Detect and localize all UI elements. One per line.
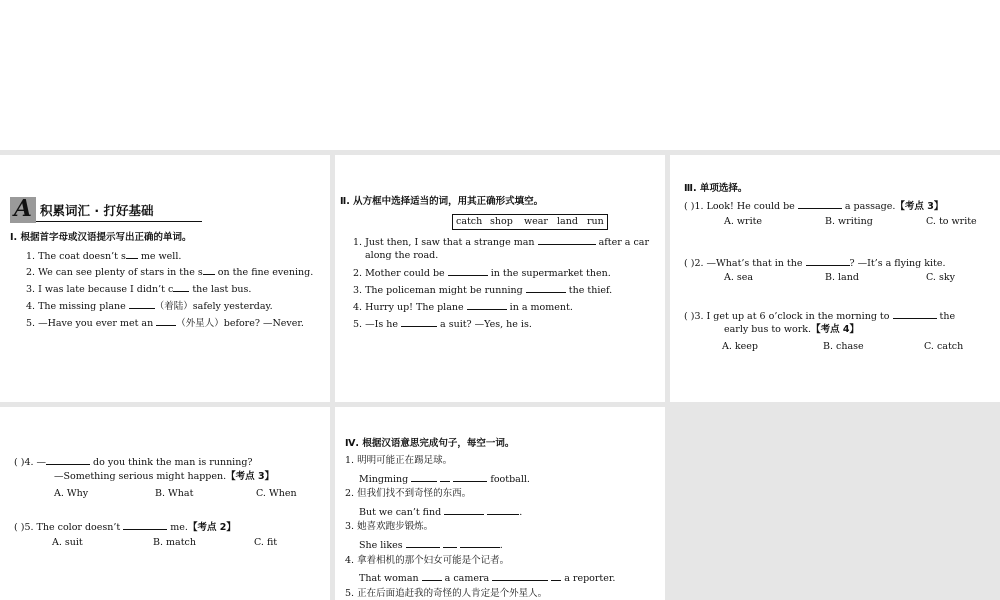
exam-point-tag: 【考点 3】	[895, 201, 944, 212]
option-c: C. sky	[926, 272, 955, 283]
answer-blank[interactable]	[492, 571, 548, 581]
part4-item-3-cn: 3. 她喜欢跑步锻炼。	[345, 521, 434, 532]
answer-blank[interactable]	[173, 282, 189, 292]
part1-item-5: 5. —Have you ever met an （外星人）before? —Never.	[26, 318, 304, 329]
answer-blank[interactable]	[806, 256, 850, 266]
answer-blank[interactable]	[440, 472, 450, 482]
part4-item-5-cn: 5. 正在后面追赶我的奇怪的人肯定是个外星人。	[345, 588, 548, 599]
part4-heading: Ⅳ. 根据汉语意思完成句子，每空一词。	[345, 438, 515, 449]
option-b: B. land	[825, 272, 859, 283]
word-box-item: land	[557, 216, 578, 227]
part1-item-3: 3. I was late because I didn’t c the last bus.	[26, 284, 252, 295]
answer-blank[interactable]	[443, 538, 457, 548]
option-b: B. chase	[823, 341, 864, 352]
answer-blank[interactable]	[453, 472, 487, 482]
part3-question-1: ( )1. Look! He could be a passage.【考点 3】	[684, 201, 944, 212]
option-c: C. fit	[254, 537, 278, 548]
word-box-item: catch	[456, 216, 483, 227]
answer-blank[interactable]	[129, 299, 155, 309]
word-box-item: shop	[490, 216, 513, 227]
answer-blank[interactable]	[467, 300, 507, 310]
option-a: A. suit	[52, 537, 83, 548]
part4-item-1-en: Mingming football.	[359, 474, 530, 485]
part2-item-1: 1. Just then, I saw that a strange man after a car	[353, 237, 649, 248]
part4-item-4-cn: 4. 拿着相机的那个妇女可能是个记者。	[345, 555, 510, 566]
answer-blank[interactable]	[893, 309, 937, 319]
answer-blank[interactable]	[156, 316, 176, 326]
answer-paren[interactable]: ( )	[14, 457, 25, 468]
part2-heading: Ⅱ. 从方框中选择适当的词，用其正确形式填空。	[340, 196, 544, 207]
answer-paren[interactable]: ( )	[684, 258, 695, 269]
part2-item-5: 5. —Is he a suit? —Yes, he is.	[353, 319, 532, 330]
answer-blank[interactable]	[798, 199, 842, 209]
option-a: A. sea	[724, 272, 754, 283]
answer-blank[interactable]	[526, 283, 566, 293]
answer-blank[interactable]	[411, 472, 437, 482]
answer-blank[interactable]	[123, 520, 167, 530]
answer-blank[interactable]	[126, 249, 138, 259]
section-a-letter: A	[14, 195, 32, 222]
part4-item-2-en: But we can’t find .	[359, 507, 523, 518]
answer-blank[interactable]	[460, 538, 500, 548]
option-b: B. What	[155, 488, 194, 499]
exam-point-tag: 【考点 4】	[811, 324, 859, 335]
answer-blank[interactable]	[538, 235, 596, 245]
answer-blank[interactable]	[551, 571, 561, 581]
empty-panel	[670, 407, 1000, 600]
answer-blank[interactable]	[444, 505, 484, 515]
answer-blank[interactable]	[422, 571, 442, 581]
section-a-underline	[36, 221, 202, 222]
part1-item-2: 2. We can see plenty of stars in the s on the fine evening.	[26, 267, 314, 278]
part3-question-4-cont: —Something serious might happen.【考点 3】	[54, 471, 275, 482]
option-c: C. catch	[924, 341, 964, 352]
panel-part2	[335, 155, 665, 402]
part3-question-3-cont: early bus to work.【考点 4】	[724, 324, 859, 335]
part4-item-3-en: She likes .	[359, 540, 503, 551]
answer-paren[interactable]: ( )	[14, 522, 25, 533]
word-box	[452, 214, 608, 230]
part3-heading: Ⅲ. 单项选择。	[684, 183, 748, 194]
exam-point-tag: 【考点 3】	[226, 471, 275, 482]
word-box-item: run	[587, 216, 604, 227]
answer-blank[interactable]	[487, 505, 519, 515]
part2-item-2: 2. Mother could be in the supermarket then.	[353, 268, 611, 279]
exam-point-tag: 【考点 2】	[187, 522, 236, 533]
answer-blank[interactable]	[203, 265, 215, 275]
answer-blank[interactable]	[406, 538, 440, 548]
panel-part3-continued	[0, 407, 330, 600]
section-a-title: 积累词汇 · 打好基础	[40, 203, 154, 218]
top-blank-area	[0, 0, 1000, 150]
option-c: C. When	[256, 488, 297, 499]
answer-paren[interactable]: ( )	[684, 201, 695, 212]
part4-item-4-en: That woman a camera a reporter.	[359, 573, 616, 584]
section-a-banner	[10, 197, 202, 223]
word-box-item: wear	[524, 216, 548, 227]
part3-question-3: ( )3. I get up at 6 o’clock in the morning to the	[684, 311, 956, 322]
answer-paren[interactable]: ( )	[684, 311, 695, 322]
part1-heading: Ⅰ. 根据首字母或汉语提示写出正确的单词。	[10, 232, 192, 243]
part3-question-5: ( )5. The color doesn’t me.【考点 2】	[14, 522, 236, 533]
part2-item-3: 3. The policeman might be running the thief.	[353, 285, 613, 296]
option-a: A. write	[724, 216, 763, 227]
part2-item-1-cont: along the road.	[365, 250, 439, 261]
part1-item-1: 1. The coat doesn’t s me well.	[26, 251, 182, 262]
part2-item-4: 4. Hurry up! The plane in a moment.	[353, 302, 573, 313]
option-a: A. Why	[54, 488, 89, 499]
answer-blank[interactable]	[448, 266, 488, 276]
answer-blank[interactable]	[401, 317, 437, 327]
panel-part3	[670, 155, 1000, 402]
panel-part4	[335, 407, 665, 600]
option-b: B. match	[153, 537, 196, 548]
option-b: B. writing	[825, 216, 873, 227]
part4-item-2-cn: 2. 但我们找不到奇怪的东西。	[345, 488, 472, 499]
part3-question-4: ( )4. — do you think the man is running?	[14, 457, 253, 468]
option-a: A. keep	[722, 341, 758, 352]
part3-question-2: ( )2. —What’s that in the ? —It’s a flying kite.	[684, 258, 946, 269]
part1-item-4: 4. The missing plane （着陆）safely yesterday.	[26, 301, 273, 312]
answer-blank[interactable]	[46, 455, 90, 465]
panel-section-a	[0, 155, 330, 402]
part4-item-1-cn: 1. 明明可能正在踢足球。	[345, 455, 453, 466]
option-c: C. to write	[926, 216, 977, 227]
